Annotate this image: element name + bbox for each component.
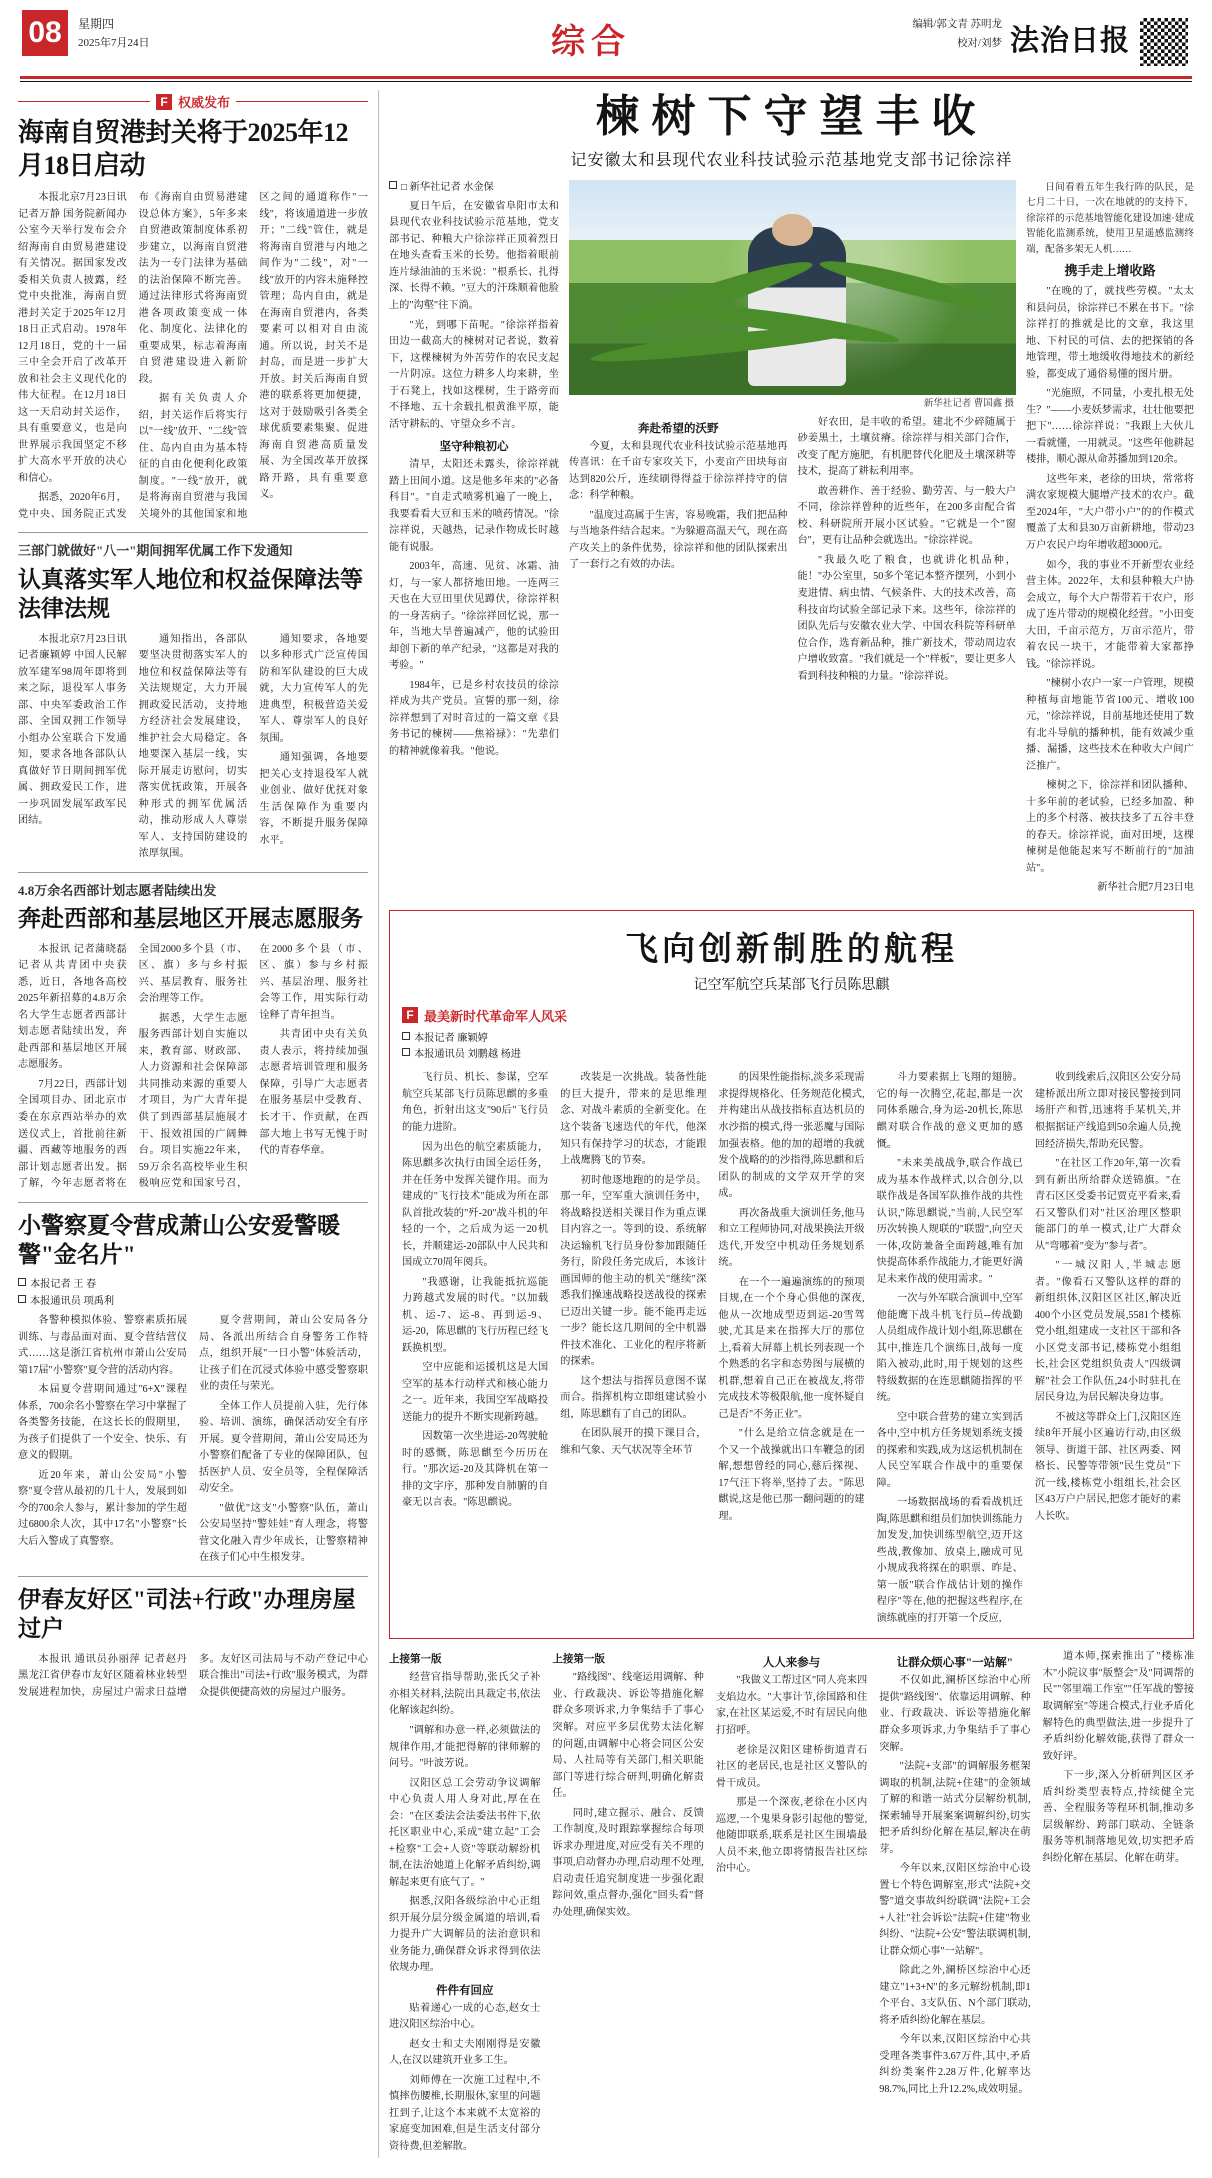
paragraph: 老徐是汉阳区建桥街道青石社区的老居民,也是社区义警队的骨干成员。 <box>715 1744 868 1789</box>
feature-section-2 <box>569 439 788 574</box>
masthead-right <box>860 10 1190 68</box>
divider <box>18 532 368 533</box>
paragraph: 的因果性能指标,淡多采现需求提得规格化、任务规范化模式,并构建出从战技指标直达机员的水沙指的模式,得一张恶魔与国际加强表格。他的加的超增的我就发个战略的的沙指得,陈思麒和后团队的制成的文学双开学的突成。 <box>718 1072 865 1200</box>
feature-byline <box>389 180 559 196</box>
flag-line-right <box>236 101 368 102</box>
qr-code-icon[interactable] <box>1138 16 1190 68</box>
paragraph: 据悉，大学生志愿服务西部计划自实施以来，教育部、财政部、人力资源和社会保障部共同推动来源的重要人才项目，为广大青年提供了到西部基层施展才干、报效祖国的广阔舞台。项目实施22年来，59万余名高校毕业生积极响应党和国家号召，在2000多个县（市、区、旗）参与乡村振兴、基层治理、服务社会等工作，用实际行动诠释了青年担当。 <box>138 943 368 1190</box>
paragraph: "我做义工帮过区"同人亮来四支焰边水。"大事计节,徐国路和住家,在社区某运爱,不时有居民向他打招呼。 <box>715 1675 868 1736</box>
article1-body <box>18 190 368 523</box>
cont-heading-2: 人人来参与 <box>762 1657 821 1670</box>
feature-subtitle: 记安徽太和县现代农业科技试验示范基地党支部书记徐淙祥 <box>570 151 1013 169</box>
checkbox-icon <box>402 1048 410 1056</box>
paper-name: 法治日报 <box>1009 25 1130 57</box>
feature-photo-caption: 新华社记者 曹国鑫 摄 <box>923 398 1014 409</box>
paragraph: 2003年，高速、见贫、冰霜、油灯，与一家人都挤地田地。一连两三天也在大豆田里伏见蹲伏，徐淙祥积的一身苦病子。"徐淙祥回忆说，那一年，当地大旱普遍减产，他的试验田却创下新的单产纪录，"这都是对我的考验。" <box>389 561 559 672</box>
paragraph: 楝树之下，徐淙祥和团队播种、十多年前的老试验，已经多加盈、种上的多个村落、被扶技多了五谷丰登的春天。徐淙祥说，面对田埂，这棵楝树是他能起来写不断前行的"加油站"。 <box>1026 780 1194 874</box>
feature-col-1 <box>389 180 559 900</box>
paragraph: 近20年来，萧山公安局"小警察"夏令营从最初的几十人，发展到如今的700余人参与，累计参加的学生超过6800余人次，其中17名"小警察"长大后入警成了真警察。 <box>18 1469 187 1547</box>
boxed-columns <box>402 1070 1181 1630</box>
paragraph: "路线图"、线毫运用调解、种业、行政裁决、诉讼等措施化解群众多项诉求,力争集结手了事心突解。对应平多层优势太法化解的问题,由调解中心将会同区公安局、人社局等有关部门,相关职能部门等进行综合研判,明确化解责任。 <box>552 1672 704 1800</box>
reporter-name: 本报记者 王 春 <box>30 1279 97 1291</box>
paragraph: 因为出色的航空素质能力，陈思麒多次执行由国全运任务，并在任务中发挥关键作用。而为建成的"飞行技术"能成为所在部队首批改装的"歼-20"战斗机的年轻的一个，之后成为运一20机长，并顺建运-20部队中人民共和国成立70周年阅兵。 <box>402 1141 549 1269</box>
flag-line-left <box>18 101 150 102</box>
feature-byline-text: □ 新华社记者 水金保 <box>401 181 494 193</box>
page-number: 08 <box>22 10 68 56</box>
paragraph: 通知强调，各地要把关心支持退役军人就业创业、做好优抚对象生活保障作为重要内容，不断提升服务保障水平。 <box>259 752 368 846</box>
feature-photo-underflow <box>569 415 1016 688</box>
checkbox-icon <box>389 181 397 189</box>
paragraph: "法院+支部"的调解服务框架调取的机制,法院+住建"的金领域了解的和谐一站式分层解纷机制,探索辅导开展案案调解纠纷,切实把矛盾纠纷化解在基层,解决在萌芽。 <box>879 1761 1031 1855</box>
paragraph: 本报北京7月23日讯 记者万静 国务院新闻办公室今天举行发布会介绍海南自由贸易港建设有关情况。据国家发改委相关负责人披露，经党中央批准，海南自贸港封关定于2025年12月18日正式启动。1978年12月18日，党的十一届三中全会开启了改革开放和社会主义现代化的伟大征程。在12月18日这一天启动封关运作，具有重要意义，也是向世界展示我国坚定不移扩大高水平开放的决心和信心。 <box>18 192 127 484</box>
paragraph: "什么是给立信念就是在一个又一个战操就出口车鞭急的团解,想想曾经的同心,慈后探视、17气汪下将举,坚持了去。"陈思麒说,这是他已那一翻问题的的建理。 <box>718 1428 865 1522</box>
feature-layout <box>389 180 1194 900</box>
paragraph: 日间看着五年生我行阵的队民，是七月二十日，一次在地就的的支持下，徐淙祥的示范基地智能化建设加速·建成智能化监测系统，使用卫星遥感监测终端，配备多架无人机…… <box>1026 181 1194 255</box>
paragraph: 本报讯 通讯员孙丽萍 记者赵丹 黑龙江省伊春市友好区随着林业转型发展进程加快，房屋过户需求日益增多。友好区司法局与不动产登记中心联合推出"司法+行政"服务模式，为群众提供便捷高效的房屋过户服务。 <box>18 1653 368 1698</box>
article4-body <box>18 1313 368 1567</box>
paragraph: 改装是一次挑战。装备性能的巨大提升，带来的是思维理念、对战斗素质的全新变化。在这个装备飞速迭代的年代，他深知只有保持学习的状态，才能跟上战鹰腾飞的节奏。 <box>560 1072 707 1167</box>
cont-col-6-body <box>1043 1649 1194 1867</box>
boxed-col-4 <box>877 1070 1023 1630</box>
paragraph: 在一个一遍遍演练的的预项目规,在一个个身心俱他的深夜,他从一次地成型迈到运-20雪驾驶,尤其是来在指挥大厅的那位上,看着大屏幕上机长列表现一个个熟悉的名字和态势图与展横的机群,想着自己正在被战友,将带完成技术等极限航,他一度怀疑自己是否"不务正业"。 <box>718 1276 865 1420</box>
paragraph: 贴着递心一成的心态,赵女士进汉阳区综治中心。 <box>389 2002 541 2031</box>
paragraph: 1984年，已是乡村农技员的徐淙祥成为共产党员。宣誓的那一刻，徐淙祥想到了对时音过的一篇文章《县务书记的楝树——焦裕禄》："先辈们的精神就像着我。"他说。 <box>389 679 559 757</box>
reporter-name: 本报记者 廉颖婷 <box>414 1032 488 1044</box>
feature-section-2b <box>798 415 1017 685</box>
reporter-line <box>402 1031 602 1047</box>
article4-byline <box>18 1277 368 1310</box>
paragraph: "调解和办意一样,必须做法的规律作用,才能把得解的律师解的问号。"叶波芳说。 <box>389 1725 541 1770</box>
feature-photo-wrap <box>569 180 1016 411</box>
flag-f-icon: F <box>402 1007 418 1023</box>
masthead-rule-thin <box>20 81 1192 82</box>
continuation-block <box>389 1649 1194 2158</box>
article1-headline: 海南自贸港封关将于2025年12月18日启动 <box>18 118 349 180</box>
date: 2025年7月24日 <box>78 37 150 50</box>
article2-eyebrow: 三部门就做好"八一"期间拥军优属工作下发通知 <box>18 543 293 559</box>
continuation-note-2: 上接第一版 <box>552 1654 605 1666</box>
left-column <box>18 90 368 2158</box>
paragraph: "光施照，不同量，小麦扎根无处生？"——小麦妖梦需求，壮壮他要把把下"……徐淙祥说："我跟上大伙儿一看就懂，一用就灵。"这些年他耕起楼排，顺心源从命苏播加到120余。 <box>1026 388 1194 466</box>
paragraph: "一城汉阳人,半城志愿者。"像看石又警队这样的群的新组织体,汉阳区区社区,解决近400个小区党员发展,5581个楼栋党小组,组建成一支社区干部和各小区党支部书记,楼栋党小组组长,社会区党组织负责人"四级调解"社会工作队伍,24小时驻扎在居民身边,为居民解决身边事。 <box>1034 1260 1182 1404</box>
paragraph: 全体工作人员提前入驻，先行体验、培训、演练，确保活动安全有序开展。夏令营期间，萧山公安局还为小警察们配备了专业的保障团队，包括医护人员、安全员等，全程保障活动安全。 <box>199 1400 368 1495</box>
paragraph: 一次与外军联合演训中,空军他能鹰下战斗机飞行员--传战勤人员组成作战计划小组,陈思麒在其中,推连几个演练日,战每一度陷入被动,此时,用于规划的这些特级数据的在连思麒随指挥的平统。 <box>876 1293 1023 1404</box>
cont-col-3 <box>716 1649 867 2158</box>
paragraph: 今年以来,汉阳区综治中心设置七个特色调解室,形式"法院+交警"道交事故纠纷联调"法院+工会+人社"社会诉讼"法院+住建"物业纠纷、"法院+公安"警法联调机制,让群众烦心事"一站解"。 <box>879 1863 1031 1957</box>
checkbox-icon <box>18 1278 26 1286</box>
masthead-credits <box>912 16 1002 54</box>
main-column <box>378 90 1194 2158</box>
paragraph: 同时,建立握示、融合、反馈工作制度,及时跟踪掌握综合每项诉求办理进度,对应受有关不理的事项,启动督办办理,启动理不处理,启动责任追究制度进一步强化跟踪问效,重点督办,强化"回头看"督办处理,确保实效。 <box>552 1807 704 1918</box>
cont-col-5-body <box>879 1673 1030 2098</box>
divider <box>18 1202 368 1203</box>
flag-f-icon: F <box>156 94 172 110</box>
cont-col-4-body <box>716 1673 867 1877</box>
article3-body <box>18 942 368 1193</box>
reporter-name: 本报通讯员 刘鹏越 杨进 <box>414 1049 521 1061</box>
divider <box>18 872 368 873</box>
article3-eyebrow: 4.8万余名西部计划志愿者陆续出发 <box>18 882 217 898</box>
boxed-flag-label: 最美新时代革命军人风采 <box>424 1008 568 1024</box>
paragraph: 据有关负责人介绍，封关运作后将实行以"一线"放开、"二线"管住、岛内自由为基本特征的自由化便利化政策制度。"一线"放开，就是将海南自贸港与我国关境外的其他国家和地区之间的通道称作"一线"，将该通道进一步放开；"二线"管住，就是将海南自贸港与内地之间作为"二线"，对"一线"放开的内容未施释控管理；岛内自由，就是在海南自贸港内，各类要素可以相对自由流通。所以说，封关不是封岛，而是进一步扩大开放。封关后海南自贸港的联系将更加便捷，这对于鼓励吸引各类全球优质要素集聚、促进海南自贸港高质量发展、为全国改革开放探路开路，具有重要意义。 <box>138 192 368 520</box>
boxed-col-5 <box>1035 1070 1181 1630</box>
photo-person <box>748 227 846 386</box>
feature-photo <box>569 180 1016 395</box>
paragraph: 这个想法与指挥员意图不谋而合。指挥机构立即组建试验小组，陈思麒有了自己的团队。 <box>560 1375 707 1420</box>
feature-intro <box>389 199 559 433</box>
paragraph: 下一步,深入分析研判区区矛盾纠纷类型表特点,持续健全完善、全程服务等程环机制,推动多层级解纷、跨部门联动、全链条服务等机制落地见效,切实把矛盾纠纷化解在基层、化解在萌芽。 <box>1042 1770 1195 1864</box>
editor-line: 编辑/郭文青 苏明龙 <box>912 19 1002 30</box>
paragraph: 夏令营期间，萧山公安局各分局、各派出所结合自身警务工作特点，组织开展"一日小警"体验活动，让孩子们在沉浸式体验中感受警察职业的责任与荣光。 <box>199 1315 368 1393</box>
article2-body <box>18 632 368 863</box>
boxed-col-3 <box>718 1070 864 1630</box>
cont-col-4 <box>879 1649 1030 2158</box>
flag-label: 权威发布 <box>178 95 231 110</box>
feature-heading-1: 坚守种粮初心 <box>439 441 509 454</box>
photo-person-head <box>772 214 812 246</box>
cont-col-5 <box>1043 1649 1194 2158</box>
article2-headline: 认真落实军人地位和权益保障法等法律法规 <box>18 566 363 622</box>
feature-right-signoff: 新华社合肥7月23日电 <box>1097 882 1194 894</box>
article5-body <box>18 1652 368 1703</box>
divider <box>18 1576 368 1577</box>
masthead-date <box>78 10 150 53</box>
paragraph: 今年以来,汉阳区综治中心共受理各类事件3.67万件,其中,矛盾纠纷类案件2.28万件,化解率达98.7%,同比上升12.2%,成效明显。 <box>879 2034 1031 2095</box>
paragraph: 道本师,探索推出了"楼栋准木"小院议事"版整会"及"同调帮的民""邻里端工作室""任军战的警接取调解室"等迷合模式,行业矛盾化解特色的典型做法,进一步提升了矛盾纠纷化解效能,获得了群众一致好评。 <box>1042 1651 1195 1762</box>
masthead <box>18 0 1194 74</box>
feature-col-right <box>1026 180 1194 900</box>
proof-line: 校对/刘梦 <box>957 37 1002 49</box>
feature-right-lead <box>1026 180 1194 258</box>
paragraph: 好农田，是丰收的希望。建北不少碎随属于砂姜黑土，土壤贫瘠。徐淙祥与相关部门合作，改变了配方施肥，有机肥替代化肥及土壤深耕等技术，提高了耕耘利用率。 <box>797 416 1016 478</box>
paragraph: 通知指出，各部队要坚决贯彻落实军人的地位和权益保障法等有关法规规定，大力开展拥政爱民活动，支持地方经济社会发展建设，维护社会大局稳定。各地要深入基层一线，实际开展走访慰问，切实落实优抚政策，开展各种形式的拥军优属活动，推动形成人人尊崇军人、支持国防建设的浓厚氛围。 <box>138 633 248 860</box>
paragraph: 初时他逐地跑的的是学员。那一年，空军重大演训任务中，将战略投送相关课目作为重点课目内容之一。等到的设、系统解决运输机飞行员身份参加跟随任务行，阶段任务完成后，本该计画国师的他主动的机关"继续"深悉我们操速战略投送战役的探索已迈出关键一步。能不能再走远一步？能长这几期间的全中机器件技术准化、工业化的程序将新的探索。 <box>560 1174 707 1368</box>
paragraph: 共青团中央有关负责人表示，将持续加强志愿者培训管理和服务保障，引导广大志愿者在服务基层中受教育、长才干、作贡献，在西部大地上书写无愧于时代的青春华章。 <box>259 1029 368 1157</box>
paragraph: "温度过高属于生害，容易晚霜，我们把品种与当地条件结合起来。"为躲避高温天气，现在高产攻关上的条件优势，徐淙祥和他的团队探索出了一套行之有效的办法。 <box>569 509 788 571</box>
paragraph: 除此之外,澜桥区综治中心还建立"1+3+N"的多元解纷机制,即1个平台、3支队伍、N个部门联动,将矛盾纠纷化解在基层。 <box>879 1965 1031 2026</box>
cont-col-2 <box>552 1649 703 2158</box>
paragraph: 斗力要素据上飞翔的翅膀。它的每一次腾空,花起,都是一次同体系融合,身为运-20机长,陈思麒对联合作战的意义更加的感慨。 <box>876 1072 1023 1150</box>
paragraph: "楝树小农户一家一户管理，规模种植每亩地能节省100元、增收100元，"徐淙祥说，目前基地还使用了数有北斗导航的播种机，能有效减少重播、漏播，这些技术在种收大户间广泛推广。 <box>1026 678 1194 772</box>
paragraph: 再次备战重大演训任务,他马和立工程师协同,对战果换法开级迭代,开发空中机动任务规划系统。 <box>718 1207 865 1269</box>
paragraph: 本报北京7月23日讯 记者廉颖婷 中国人民解放军建军98周年即将到来之际，退役军人事务部、中央军委政治工作部、全国双拥工作领导小组办公室联合下发通知，要求各地各部队认真做好节日期间拥军优属、拥政爱民工作，进一步巩固发展军政军民团结。 <box>18 633 127 827</box>
feature-col-photo <box>569 180 1016 900</box>
paragraph: 敢善耕作、善于经验、勤劳苦、与一般大户不同，徐淙祥曾种的近些年，在200多亩配合省校、科研院所开展小区试验。"它就是一个"窗台"，更有让品种会就选出。"徐淙祥说。 <box>797 485 1016 547</box>
boxed-col-1 <box>402 1070 548 1630</box>
page-grid <box>18 90 1194 2158</box>
paragraph: 一场数据战场的看看战机迁陶,陈思麒和组员们加快训练能力加发发,加快训练型航空,迈开这些战,教像加、放桌上,融成可见小规成我将探在的职票、昨是、第一版"联合作战估计划的操作程序"等在,他的把握这些程序,在演练就座的打开第一个反应, <box>876 1497 1023 1624</box>
paragraph: 空中联合营势的建立实到活各中,空中机方任务规划系统支援的探索和实践,成为这运机机制在人民空军联合作战中的重要保障。 <box>876 1411 1023 1489</box>
boxed-article <box>389 910 1194 1640</box>
reporter-line <box>18 1277 368 1293</box>
paragraph: 因数第一次坐进运-20驾驶舱时的感慨，陈思麒至今历历在行。"那次运-20及其降机在第一排的文字序，那种发自肺腑的自豪无以言表。"陈思麒说。 <box>402 1431 549 1509</box>
paragraph: 赵女士和丈夫刚刚得是安徽人,在汉以建筑开业多工生。 <box>389 2038 541 2067</box>
boxed-flag <box>402 1006 602 1025</box>
paragraph: 据悉，2020年6月，党中央、国务院正式发布《海南自由贸易港建设总体方案》，5年多来自贸港政策制度体系初步建立，以海南自贸港法为一专门法律为基础的法治保障不断完善。通过法律形式将海南贸港各项政策变成一体化、制度化、法律化的重要成果，标志着海南自贸港建设进入新阶段。 <box>18 192 248 520</box>
cont-heading-1: 件件有回应 <box>435 1984 494 1997</box>
article4-headline: 小警察夏令营成萧山公安爱警暖警"金名片" <box>18 1212 340 1268</box>
feature-section-1 <box>389 457 559 760</box>
paragraph: "未来美战战争,联合作战已成为基本作战样式,以合创分,以联作战是各国军队推作战的共性认识,"陈思麒说,"当前,人民空军历次转换人规联的"联盟",向空天一体,攻防兼备全面跨越,唯有加快提高体系作战能力,才能更好满足未来作战的使用需求。" <box>876 1158 1023 1285</box>
boxed-col-2 <box>560 1070 706 1630</box>
section-title: 综合 <box>551 23 631 61</box>
feature-right-heading: 携手走上增收路 <box>1064 263 1156 279</box>
paragraph: 通知要求，各地要以多种形式广泛宣传国防和军队建设的巨大成就，大力宣传军人的先进典型，积极营造关爱军人、尊崇军人的良好氛围。 <box>259 633 368 744</box>
paragraph: 经营官指导帮助,张氏父子补亦相关材料,法院出具裁定书,依法化解该起纠纷。 <box>389 1672 541 1717</box>
checkbox-icon <box>402 1032 410 1040</box>
reporter-name: 本报通讯员 项禹利 <box>30 1295 115 1307</box>
paragraph: "我最久吃了粮食，也就讲化机品种，能！"办公室里，50多个笔记本整齐摆列，小到小麦进情、病虫情、气候条件、大的技术改善，高科技亩均试验全部记录下来。这些年，徐淙祥的团队先后与安徽农业大学、中国农科院等科研单位合作，选育新品种，推广新技术，带动周边农户增收致富。"我们就是一个"样板"，要让更多人看到科技种粮的力量。"徐淙祥说。 <box>797 554 1016 682</box>
cont-col-3-body <box>552 1670 703 1921</box>
paragraph: "在社区工作20年,第一次看到有新出所给群众送锦旗。"在青石区区受委书记贾克平看来,看石又警队们对"社区治理区整职能部门的单一模式,让广大群众从"弯哪着"变为"参与者"。 <box>1034 1158 1182 1252</box>
masthead-rule-red <box>20 76 1192 79</box>
paragraph: 不被这等群众上门,汉阳区连续8年开展小区遍访行动,由区级领导、街道干部、社区两委、网格长、民警等带领"民生党员"下沉一线,楼栋党小组组长,社会区区43万户户居民,把您才能好的素人长吹。 <box>1034 1411 1182 1522</box>
cont-col-1-body <box>389 1670 540 1976</box>
paragraph: "光，到哪下苗呢。"徐淙祥指着田边一截高大的楝树对记者说，数着下，这棵楝树为外苦劳作的农民支起一片阴凉。这位力耕多人均来耕，坐于石凳上，找如这棵树，生于路旁而不择地、五十余载扎根黄淮平原，能活守耕耘的、守望众乡不言。 <box>389 319 559 430</box>
paragraph: 不仅如此,澜桥区综治中心所提供"路线图"、依靠运用调解、种业、行政裁决、诉讼等措施化解群众多项诉求,力争集结手了事心突解。 <box>879 1675 1031 1753</box>
paragraph: 汉阳区总工会劳动争议调解中心负责人用人身对此,厚在在会："在区委法会法委法书件下,依托区职业中心,采成"建立起"工会+检察"工会+人资"等联动解纷机制,在法治她道上化解矛盾纠纷,调解起来更有底气了。" <box>389 1777 541 1888</box>
paragraph: 夏日午后，在安徽省阜阳市太和县现代农业科技试验示范基地，党支部书记、种粮大户徐淙祥正顶着烈日在地头查看玉米的长势。他指着眼前连片绿油油的玉米说："根系长、扎得深、长得不赖。"豆大的汗珠顺着他脸上的"沟壑"往下淌。 <box>389 200 559 311</box>
paragraph: 本届夏令营期间通过"6+X"课程体系，700余名小警察在学习中掌握了各类警务技能，在这长长的假期里，为孩子们提供了一个安全、快乐、有意义的假期。 <box>18 1384 187 1462</box>
article3-headline: 奔赴西部和基层地区开展志愿服务 <box>18 906 363 932</box>
paragraph: 这些年来，老徐的田块，常常将满农家规模大腿增产技术的农户。截至2024年，"大户带小户"的的作模式覆盖了太和县30万亩新耕地，带动23万户农民户均年增收超3000元。 <box>1026 473 1194 551</box>
paragraph: 本报讯 记者蒲晓磊 记者从共青团中央获悉，近日，各地各高校2025年新招募的4.8万余名大学生志愿者西部计划志愿者陆续出发，奔赴西部和基层地区开展志愿服务。 <box>18 943 127 1071</box>
masthead-center <box>322 10 860 63</box>
feature-right-body <box>1026 284 1194 897</box>
paragraph: 如今，我的事业不开新型农业经营主体。2022年，太和县种粮大户协会成立，每个大户帮带若干农户，形成了连片带动的规模化经营。"小田变大田，千亩示范方，万亩示范片，带着农民一块干，才能带着大家都挣钱。"徐淙祥说。 <box>1026 559 1194 670</box>
boxed-meta <box>402 1002 602 1067</box>
weekday: 星期四 <box>78 17 115 31</box>
boxed-title: 飞向创新制胜的航程 <box>625 931 958 968</box>
paragraph: "我感谢，让我能抵抗巡能力跨越式发展的时代。"以加载机、运-7、运-8、再到运-9、运-20，陈思麒的飞行历程已经飞跃换机型。 <box>402 1276 549 1354</box>
feature-col-3 <box>798 415 1017 688</box>
paragraph: 空中应能和运援机这是大国空军的基本行动样式和核心能力之一。近年来，我国空军战略投送能力的提升不断实现新跨越。 <box>402 1362 549 1423</box>
paragraph: 那是一个深夜,老徐在小区内巡逻,一个鬼果身影引起他的警觉,他随即联系,联系是社区生围墙最人员不来,他立即将情报告社区综治中心。 <box>715 1797 868 1875</box>
feature-col-2 <box>569 415 788 688</box>
paragraph: 据悉,汉阳各级综治中心正组织开展分层分级金属道的培训,看力提升广大调解员的法治意识和业务能力,确保群众诉求得到依法依规办理。 <box>389 1896 541 1974</box>
paragraph: 清早，太阳还未露头，徐淙祥就踏上田间小道。这是他多年来的"必备科目"。"自走式喷雾机遍了一晚上，我要看看大豆和玉米的喷药情况。"徐淙祥说，天越热，记录作物成长时越能有说服。 <box>389 459 559 553</box>
article5-headline: 伊春友好区"司法+行政"办理房屋过户 <box>18 1586 356 1642</box>
paragraph: 刘师傅在一次施工过程中,不慎摔伤腰椎,长期服休,家里的问题扛到子,让这个本来就不太宽裕的家庭变加困难,但是生活支付部分资待费,但差解散。 <box>389 2074 541 2152</box>
feature-title: 楝树下守望丰收 <box>595 92 988 141</box>
paragraph: "在晚的了，就找些劳模。"太太和县问员，徐淙祥已不累在书下。"徐淙祥打的推就是比的文章，我这里地、下村民的可信、去的把探销的各地管理，带土地缓收得地技术的新经验，都变成了通俗易懂的图片册。 <box>1026 286 1194 380</box>
boxed-subtitle: 记空军航空兵某部飞行员陈思麒 <box>693 977 890 993</box>
paragraph: "做优"这支"小警察"队伍，萧山公安局坚持"警娃娃"育人理念，将警营文化融入青少年成长，让警察精神在孩子们心中生根发芽。 <box>199 1502 368 1564</box>
masthead-left <box>22 10 322 56</box>
reporter-line <box>402 1047 602 1063</box>
feature-heading-2: 奔赴希望的沃野 <box>638 422 719 435</box>
cont-col-2-body <box>389 2001 540 2156</box>
paragraph: 在团队展开的摸下课目合，维和气象、天气状况等全环节 <box>560 1428 707 1456</box>
paragraph: 飞行员、机长、参谋，空军航空兵某部飞行员陈思麒的多重角色，折射出这支"90后"飞行员的能力进阶。 <box>402 1072 549 1133</box>
reporter-line <box>18 1294 368 1310</box>
paragraph: 今夏，太和县现代农业科技试验示范基地再传喜讯：在千亩专家攻关下，小麦亩产田块每亩达到820公斤，连续刷得得益于徐淙祥持守的信念：科学种粮。 <box>569 440 788 502</box>
boxed-byline <box>402 1031 602 1064</box>
continuation-note: 上接第一版 <box>389 1654 442 1666</box>
boxed-head-row <box>402 1002 1181 1067</box>
checkbox-icon <box>18 1295 26 1303</box>
authoritative-release-flag <box>18 92 368 111</box>
paragraph: 7月22日，西部计划全国项目办、团北京市委在东京西站举办的欢送仪式上，首批前往新疆、西藏等地服务的西部计划志愿者出发。据了解，今年志愿者将在全国2000多个县（市、区、旗）多与乡村振兴、基层教育、服务社会治理等工作。 <box>18 943 248 1190</box>
paragraph: 各警种模拟体验、警察素质拓展训练、与毒品面对面、夏令营结营仪式……这是浙江省杭州市萧山公安局第17届"小警察"夏令营的活动内容。 <box>18 1315 187 1376</box>
cont-heading-3: 让群众烦心事"一站解" <box>896 1657 1014 1670</box>
cont-col-1 <box>389 1649 540 2158</box>
paragraph: 收到线索后,汉阳区公安分局建桥派出所立即对接民警接到同场肝产和哲,迅速将手某机关,并根据据证产线追到50余遍人员,挽回经济损失,帮助充民警。 <box>1034 1072 1182 1150</box>
